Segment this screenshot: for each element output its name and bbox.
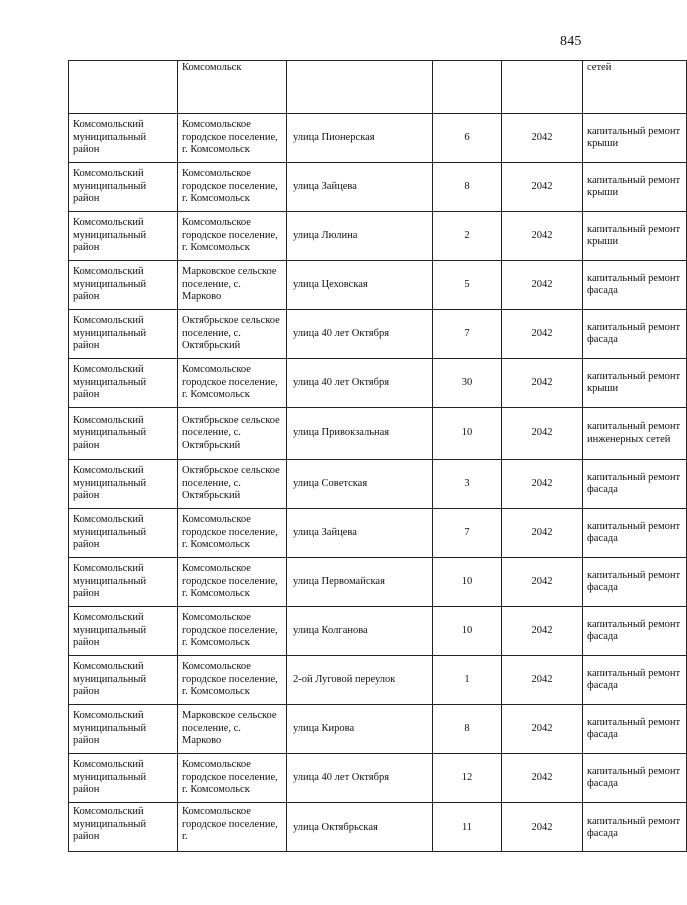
cell-work-type: капитальный ремонт фасада	[583, 558, 687, 607]
cell-house-number: 10	[433, 408, 502, 460]
cell-work-type: капитальный ремонт инженерных сетей	[583, 408, 687, 460]
table-body	[69, 61, 687, 852]
cell-district: Комсомольский муниципальный район	[69, 656, 178, 705]
cell-settlement: Марковское сельское поселение, с. Марково	[178, 261, 287, 310]
cell-street: улица Зайцева	[287, 509, 433, 558]
cell-street: улица 40 лет Октября	[287, 359, 433, 408]
cell-year: 2042	[502, 754, 583, 803]
table-row	[69, 656, 687, 705]
cell-year: 2042	[502, 163, 583, 212]
cell-year: 2042	[502, 460, 583, 509]
cell-house-number: 6	[433, 114, 502, 163]
cell-year: 2042	[502, 656, 583, 705]
table-row	[69, 359, 687, 408]
table-row-continued	[69, 61, 687, 114]
cell-settlement: Комсомольское городское поселение, г. Комсомольск	[178, 359, 287, 408]
cell-house-number: 11	[433, 803, 502, 852]
cell-settlement: Комсомольское городское поселение, г. Комсомольск	[178, 656, 287, 705]
cell-work-type: капитальный ремонт фасада	[583, 261, 687, 310]
cell-year: 2042	[502, 114, 583, 163]
cell-district: Комсомольский муниципальный район	[69, 803, 178, 852]
cell-district: Комсомольский муниципальный район	[69, 558, 178, 607]
cell-district: Комсомольский муниципальный район	[69, 460, 178, 509]
cell-street: улица Октябрьская	[287, 803, 433, 852]
page-number: 845	[560, 34, 582, 49]
cell-district: Комсомольский муниципальный район	[69, 261, 178, 310]
cell-house-number: 8	[433, 163, 502, 212]
cell-year: 2042	[502, 261, 583, 310]
cell-district: Комсомольский муниципальный район	[69, 359, 178, 408]
cell-work-type: капитальный ремонт фасада	[583, 310, 687, 359]
cell-year: 2042	[502, 607, 583, 656]
cell-house-number: 7	[433, 310, 502, 359]
cell-settlement: Октябрьское сельское поселение, с. Октябрьский	[178, 408, 287, 460]
cell-house-number	[433, 61, 502, 114]
cell-house-number: 10	[433, 607, 502, 656]
cell-settlement: Комсомольск	[178, 61, 287, 114]
cell-district: Комсомольский муниципальный район	[69, 509, 178, 558]
cell-street	[287, 61, 433, 114]
cell-district	[69, 61, 178, 114]
cell-work-type: капитальный ремонт фасада	[583, 754, 687, 803]
table-row	[69, 754, 687, 803]
table-row	[69, 261, 687, 310]
cell-street: улица Люлина	[287, 212, 433, 261]
table-row	[69, 705, 687, 754]
cell-settlement: Комсомольское городское поселение, г. Комсомольск	[178, 558, 287, 607]
cell-district: Комсомольский муниципальный район	[69, 754, 178, 803]
table-row	[69, 114, 687, 163]
cell-work-type: сетей	[583, 61, 687, 114]
cell-work-type: капитальный ремонт фасада	[583, 509, 687, 558]
table-row	[69, 509, 687, 558]
housing-repair-table	[68, 60, 687, 852]
cell-year: 2042	[502, 310, 583, 359]
cell-district: Комсомольский муниципальный район	[69, 607, 178, 656]
cell-year: 2042	[502, 212, 583, 261]
cell-year: 2042	[502, 803, 583, 852]
table-row	[69, 607, 687, 656]
cell-district: Комсомольский муниципальный район	[69, 408, 178, 460]
cell-house-number: 30	[433, 359, 502, 408]
cell-settlement: Комсомольское городское поселение, г. Комсомольск	[178, 212, 287, 261]
cell-year: 2042	[502, 558, 583, 607]
cell-street: улица 40 лет Октября	[287, 754, 433, 803]
cell-house-number: 10	[433, 558, 502, 607]
cell-district: Комсомольский муниципальный район	[69, 114, 178, 163]
cell-settlement: Комсомольское городское поселение, г. Комсомольск	[178, 163, 287, 212]
cell-house-number: 8	[433, 705, 502, 754]
cell-street: улица Зайцева	[287, 163, 433, 212]
cell-street: улица Кирова	[287, 705, 433, 754]
cell-street: улица Первомайская	[287, 558, 433, 607]
cell-street: улица 40 лет Октября	[287, 310, 433, 359]
table-row	[69, 310, 687, 359]
cell-district: Комсомольский муниципальный район	[69, 212, 178, 261]
cell-settlement: Комсомольское городское поселение, г. Комсомольск	[178, 509, 287, 558]
cell-work-type: капитальный ремонт фасада	[583, 656, 687, 705]
cell-settlement: Комсомольское городское поселение, г. Комсомольск	[178, 114, 287, 163]
cell-street: улица Цеховская	[287, 261, 433, 310]
cell-house-number: 5	[433, 261, 502, 310]
cell-street: улица Советская	[287, 460, 433, 509]
cell-house-number: 12	[433, 754, 502, 803]
cell-house-number: 2	[433, 212, 502, 261]
table-row	[69, 803, 687, 852]
cell-district: Комсомольский муниципальный район	[69, 163, 178, 212]
cell-house-number: 3	[433, 460, 502, 509]
cell-work-type: капитальный ремонт фасада	[583, 705, 687, 754]
cell-street: улица Колганова	[287, 607, 433, 656]
cell-district: Комсомольский муниципальный район	[69, 310, 178, 359]
cell-year	[502, 61, 583, 114]
cell-settlement: Комсомольское городское поселение, г. Комсомольск	[178, 754, 287, 803]
cell-work-type: капитальный ремонт фасада	[583, 607, 687, 656]
cell-district: Комсомольский муниципальный район	[69, 705, 178, 754]
cell-work-type: капитальный ремонт крыши	[583, 114, 687, 163]
cell-year: 2042	[502, 705, 583, 754]
cell-settlement: Марковское сельское поселение, с. Марково	[178, 705, 287, 754]
cell-year: 2042	[502, 359, 583, 408]
table-row	[69, 163, 687, 212]
table-row	[69, 212, 687, 261]
cell-work-type: капитальный ремонт крыши	[583, 359, 687, 408]
table-row	[69, 558, 687, 607]
cell-house-number: 1	[433, 656, 502, 705]
cell-street: улица Пионерская	[287, 114, 433, 163]
cell-year: 2042	[502, 509, 583, 558]
cell-year: 2042	[502, 408, 583, 460]
cell-settlement: Комсомольское городское поселение, г.	[178, 803, 287, 852]
table-row	[69, 460, 687, 509]
cell-settlement: Октябрьское сельское поселение, с. Октябрьский	[178, 460, 287, 509]
cell-settlement: Октябрьское сельское поселение, с. Октябрьский	[178, 310, 287, 359]
cell-house-number: 7	[433, 509, 502, 558]
cell-work-type: капитальный ремонт фасада	[583, 803, 687, 852]
cell-street: улица Привокзальная	[287, 408, 433, 460]
cell-work-type: капитальный ремонт крыши	[583, 163, 687, 212]
table-row	[69, 408, 687, 460]
cell-street: 2-ой Луговой переулок	[287, 656, 433, 705]
cell-work-type: капитальный ремонт крыши	[583, 212, 687, 261]
cell-settlement: Комсомольское городское поселение, г. Комсомольск	[178, 607, 287, 656]
cell-work-type: капитальный ремонт фасада	[583, 460, 687, 509]
